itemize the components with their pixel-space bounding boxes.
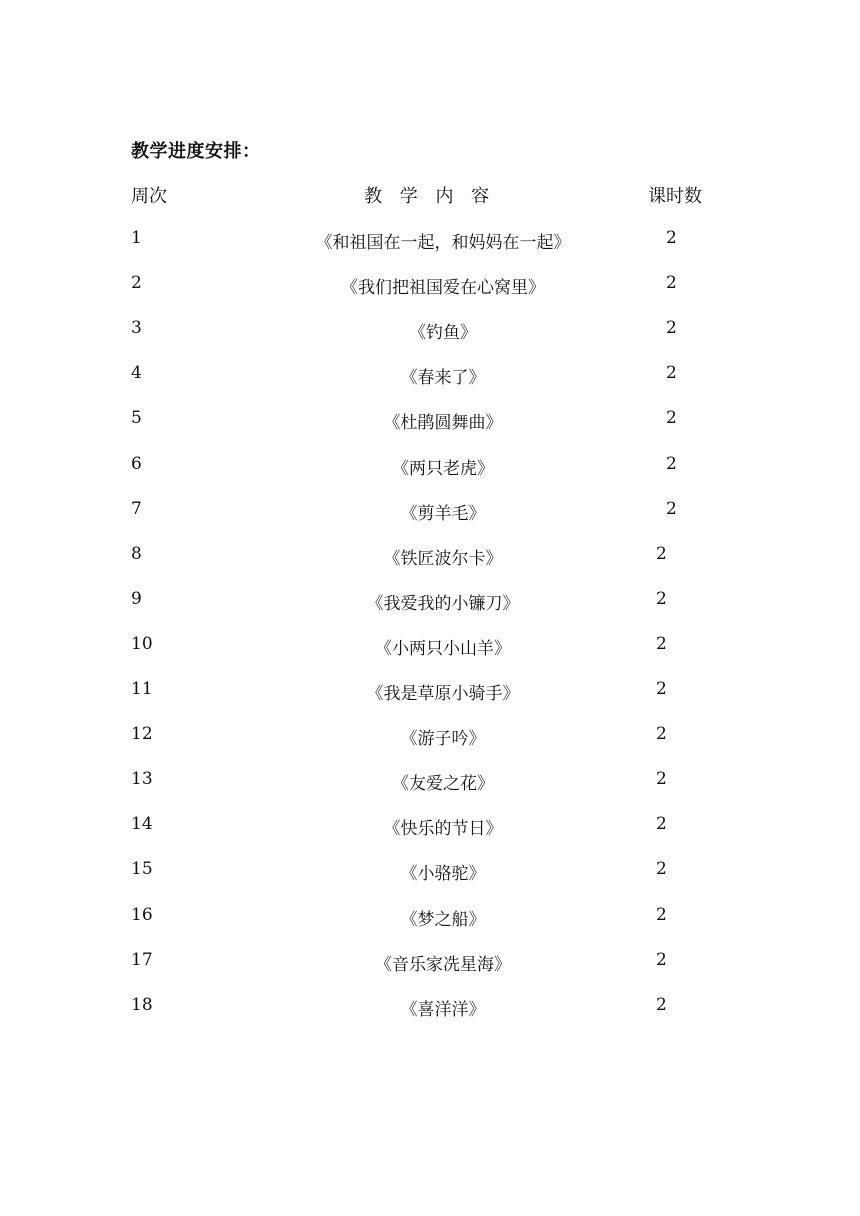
week-number: 1	[131, 228, 142, 248]
week-number: 9	[131, 588, 142, 609]
lesson-title: 《剪羊毛》	[400, 503, 486, 524]
table-row	[0, 228, 860, 252]
week-number: 5	[131, 408, 142, 429]
lesson-hours: 2	[656, 769, 667, 790]
lesson-hours: 2	[656, 949, 667, 970]
lesson-title: 《杜鹃圆舞曲》	[383, 413, 503, 434]
lesson-hours: 2	[666, 228, 677, 248]
lesson-title: 《音乐家冼星海》	[375, 954, 511, 975]
week-number: 12	[131, 724, 153, 745]
table-row	[0, 634, 860, 658]
table-row	[0, 589, 860, 613]
table-row	[0, 408, 860, 432]
column-header-week: 周次	[131, 186, 167, 207]
lesson-title: 《喜洋洋》	[400, 999, 486, 1020]
lesson-title: 《游子吟》	[400, 729, 486, 750]
week-number: 8	[131, 543, 142, 564]
week-number: 11	[131, 679, 153, 699]
lesson-hours: 2	[656, 994, 667, 1015]
week-number: 17	[131, 949, 153, 970]
lesson-hours: 2	[666, 318, 677, 339]
lesson-title: 《友爱之花》	[392, 774, 494, 795]
table-row	[0, 995, 860, 1019]
lesson-title: 《钓鱼》	[409, 323, 477, 344]
week-number: 13	[131, 769, 153, 790]
week-number: 2	[131, 273, 142, 294]
lesson-hours: 2	[666, 273, 677, 294]
table-row	[0, 905, 860, 929]
table-row	[0, 544, 860, 568]
week-number: 14	[131, 814, 153, 835]
week-number: 10	[131, 633, 153, 654]
table-row	[0, 724, 860, 748]
lesson-title: 《两只老虎》	[392, 458, 494, 479]
lesson-title: 《小两只小山羊》	[375, 638, 511, 659]
table-row	[0, 273, 860, 297]
lesson-hours: 2	[656, 904, 667, 925]
table-row	[0, 454, 860, 478]
week-number: 18	[131, 994, 153, 1015]
lesson-hours: 2	[656, 633, 667, 654]
table-row	[0, 363, 860, 387]
table-row	[0, 859, 860, 883]
lesson-title: 《梦之船》	[400, 909, 486, 930]
column-header-content: 教 学 内 容	[364, 186, 496, 207]
lesson-title: 《快乐的节日》	[383, 819, 503, 840]
lesson-hours: 2	[656, 543, 667, 564]
lesson-hours: 2	[656, 814, 667, 835]
table-row	[0, 679, 860, 703]
table-row	[0, 769, 860, 793]
column-header-hours: 课时数	[648, 186, 702, 207]
lesson-hours: 2	[656, 859, 667, 880]
table-row	[0, 814, 860, 838]
week-number: 3	[131, 318, 142, 339]
week-number: 15	[131, 859, 153, 880]
lesson-hours: 2	[666, 363, 677, 384]
page-heading: 教学进度安排：	[131, 141, 261, 162]
week-number: 6	[131, 453, 142, 474]
lesson-title: 《铁匠波尔卡》	[383, 548, 503, 569]
table-row	[0, 499, 860, 523]
lesson-title: 《我是草原小骑手》	[366, 684, 520, 704]
table-row	[0, 950, 860, 974]
lesson-hours: 2	[656, 724, 667, 745]
lesson-title: 《我爱我的小镰刀》	[366, 593, 520, 614]
lesson-title: 《我们把祖国爱在心窝里》	[341, 278, 545, 299]
lesson-title: 《春来了》	[400, 368, 486, 389]
lesson-hours: 2	[656, 588, 667, 609]
lesson-hours: 2	[666, 498, 677, 519]
lesson-hours: 2	[656, 679, 667, 699]
week-number: 16	[131, 904, 153, 925]
lesson-hours: 2	[666, 408, 677, 429]
lesson-title: 《小骆驼》	[400, 864, 486, 885]
table-row	[0, 318, 860, 342]
lesson-hours: 2	[666, 453, 677, 474]
week-number: 7	[131, 498, 142, 519]
week-number: 4	[131, 363, 142, 384]
lesson-title: 《和祖国在一起，和妈妈在一起》	[315, 233, 571, 253]
